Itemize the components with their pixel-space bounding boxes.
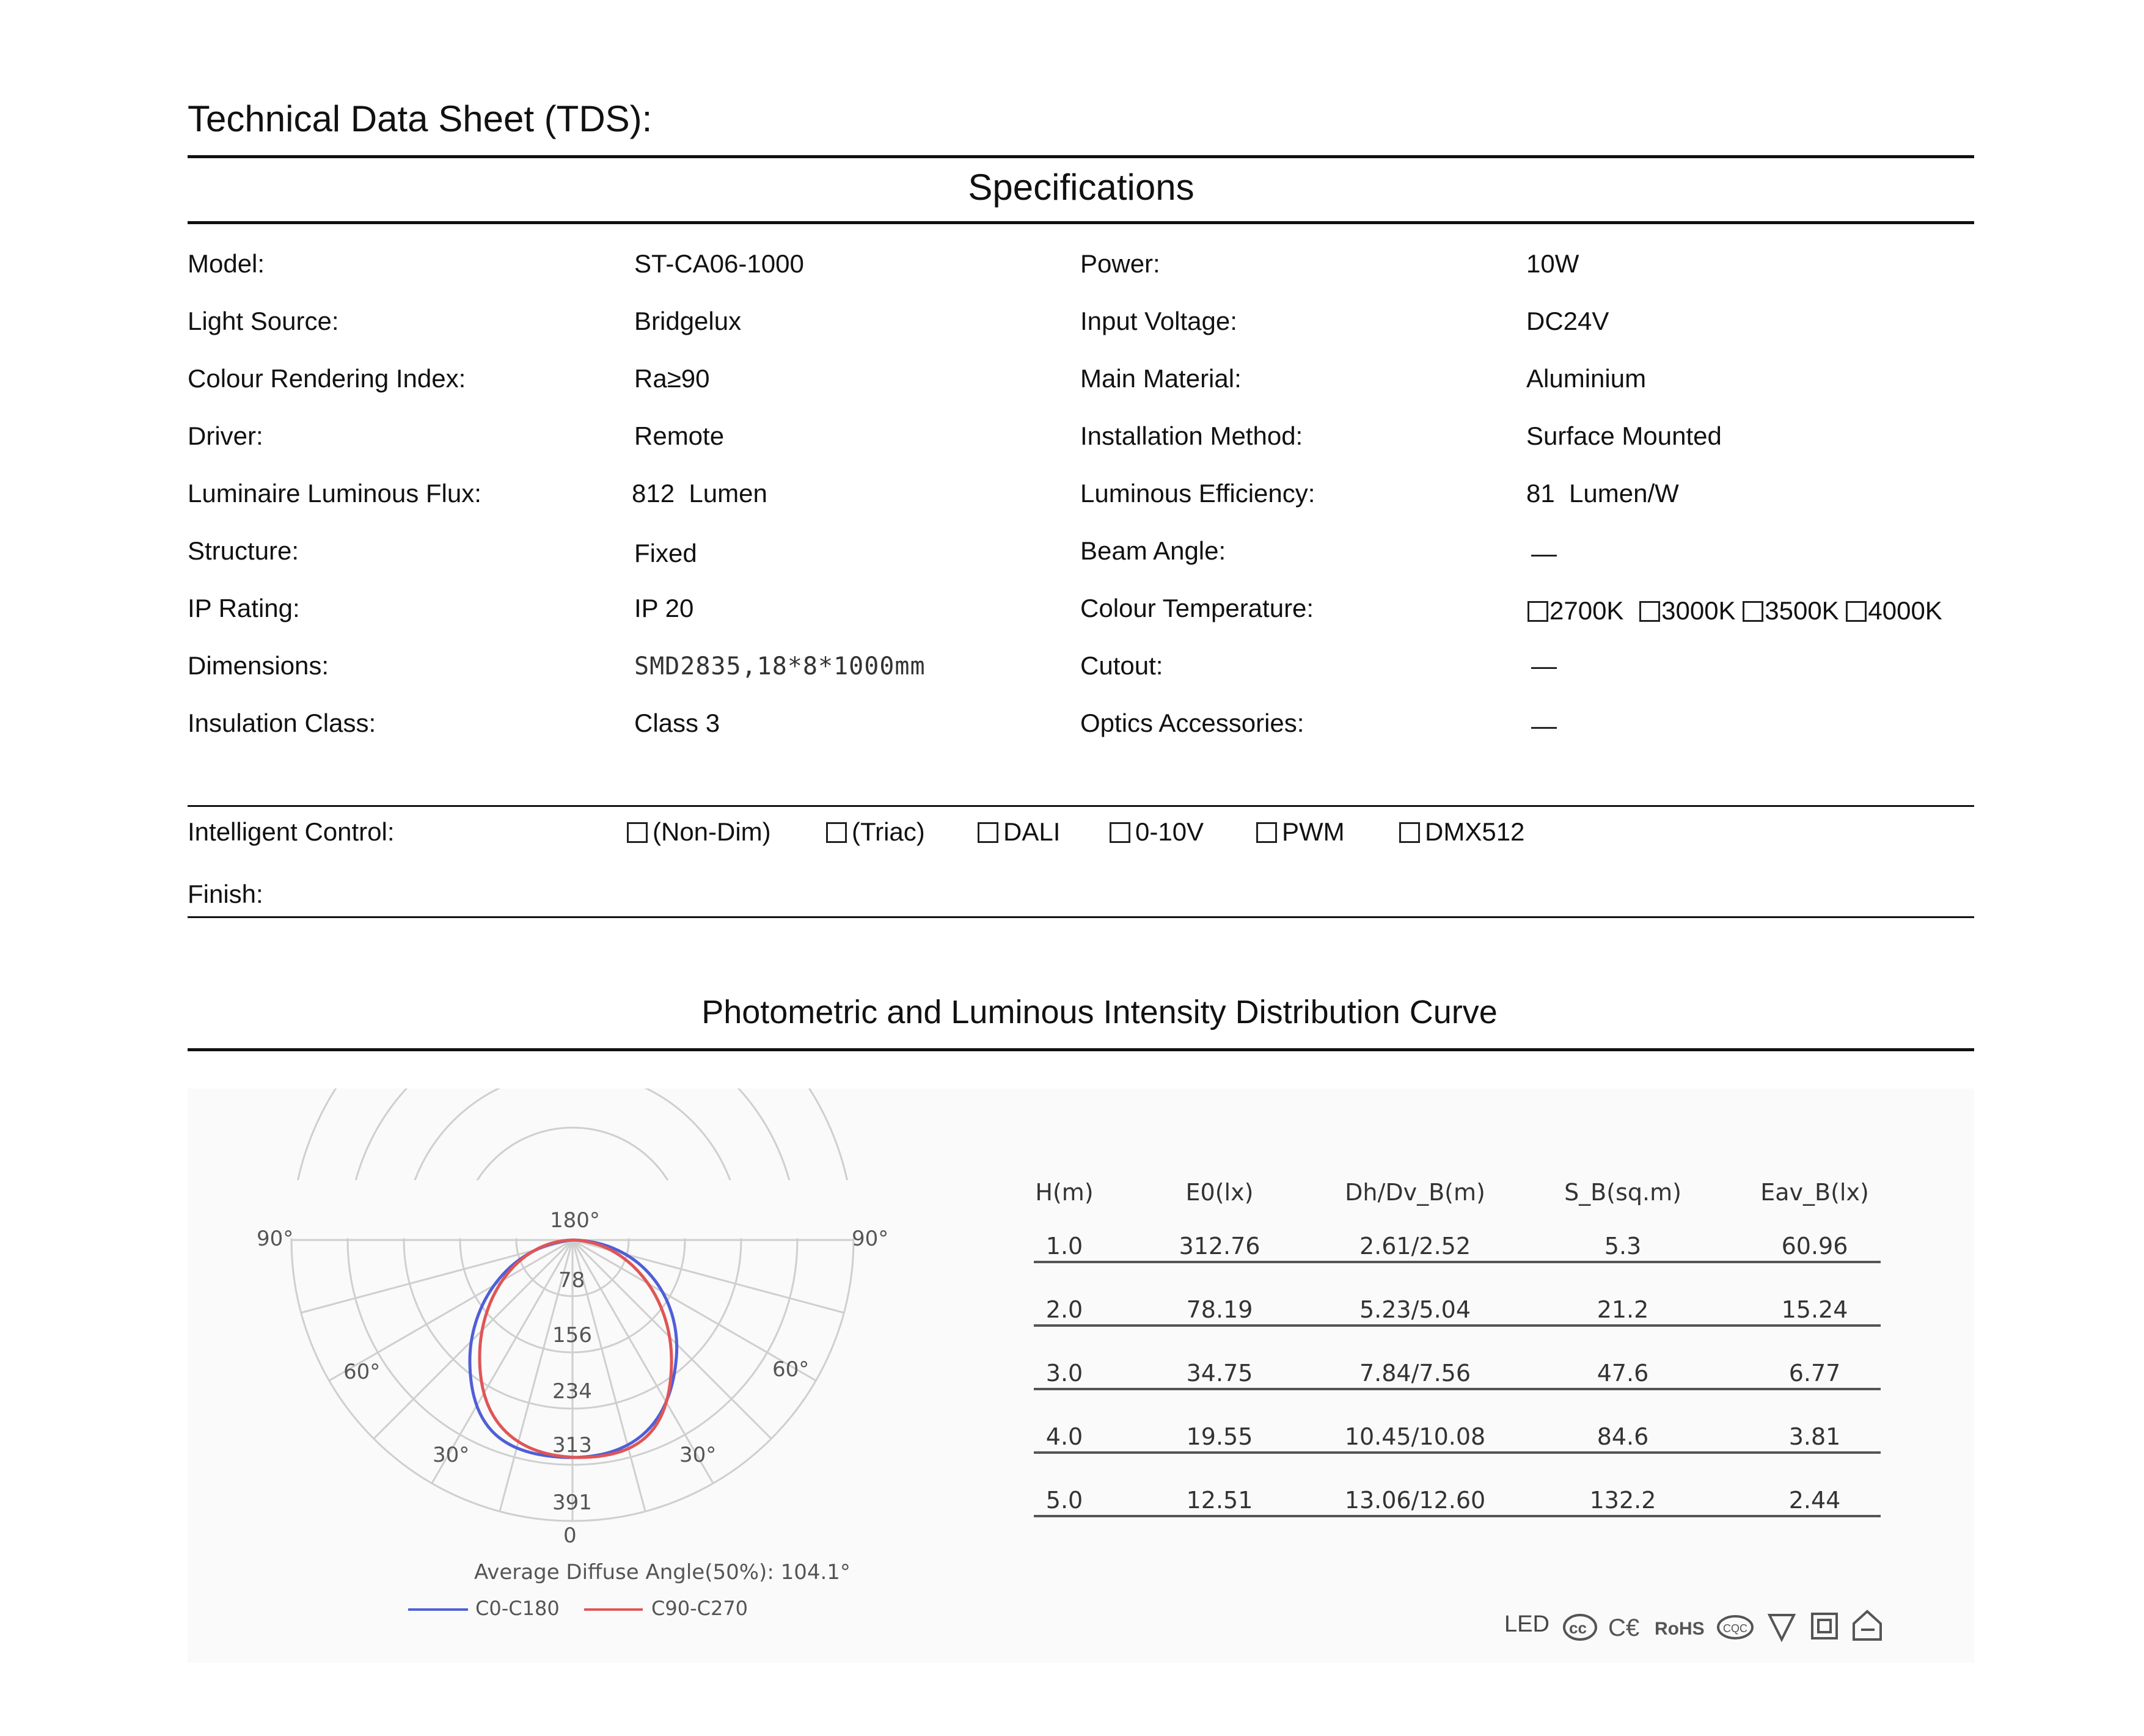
table-cell: 2.44: [1788, 1487, 1841, 1514]
table-row-divider: [1034, 1324, 1881, 1327]
table-cell: 6.77: [1788, 1360, 1841, 1387]
colour-temperature-options: [1528, 596, 1942, 625]
spec-label-luminous-efficiency: Luminous Efficiency:: [1080, 479, 1315, 508]
table-header: Dh/Dv_B(m): [1345, 1179, 1485, 1206]
table-row-divider: [1034, 1451, 1881, 1454]
spec-label-installation-method: Installation Method:: [1080, 421, 1303, 450]
ring-label: 313: [552, 1433, 592, 1457]
ring-label: 156: [552, 1323, 592, 1348]
spec-label-luminous-flux: Luminaire Luminous Flux:: [188, 479, 481, 508]
control-option-0-10v[interactable]: [1110, 817, 1204, 847]
option-label: (Non-Dim): [653, 817, 771, 846]
svg-text:CQC: CQC: [1723, 1622, 1747, 1635]
spec-label-insulation-class: Insulation Class:: [188, 709, 376, 737]
indoor-use-icon: [1854, 1611, 1881, 1639]
document-title: Technical Data Sheet (TDS):: [188, 98, 653, 139]
spec-value-main-material: Aluminium: [1526, 364, 1647, 393]
table-cell: 3.0: [1045, 1360, 1083, 1387]
spec-label-input-voltage: Input Voltage:: [1080, 307, 1237, 335]
spec-value-cri: Ra≥90: [634, 364, 710, 393]
table-cell: 5.0: [1045, 1487, 1083, 1514]
svg-text:C€: C€: [1608, 1614, 1640, 1641]
option-label: (Triac): [852, 817, 925, 846]
spec-value-optics-accessories: —: [1531, 711, 1557, 740]
divider: [188, 916, 1974, 918]
spec-label-ip-rating: IP Rating:: [188, 594, 300, 622]
class-ii-icon: [1812, 1614, 1837, 1638]
legend-swatch-c90-c270: [584, 1608, 643, 1611]
checkbox-3000k[interactable]: [1639, 596, 1735, 625]
ccc-icon: [1564, 1615, 1596, 1639]
spec-label-beam-angle: Beam Angle:: [1080, 536, 1226, 565]
spec-value-structure: Fixed: [634, 539, 697, 567]
option-label: DALI: [1003, 817, 1061, 846]
option-label: 2700K: [1549, 596, 1624, 625]
svg-text:RoHS: RoHS: [1655, 1619, 1705, 1639]
spec-label-light-source: Light Source:: [188, 307, 339, 335]
spec-value-cutout: —: [1531, 651, 1557, 680]
grid-spoke: [573, 1240, 771, 1439]
grid-spoke: [374, 1240, 573, 1439]
option-label: 4000K: [1868, 596, 1942, 625]
angle-label-0: 0: [563, 1523, 577, 1548]
angle-label-90-right: 90°: [852, 1227, 889, 1251]
table-header: Eav_B(lx): [1760, 1179, 1869, 1206]
spec-label-cutout: Cutout:: [1080, 651, 1163, 680]
checkbox-icon: [1846, 601, 1867, 622]
spec-label-optics-accessories: Optics Accessories:: [1080, 709, 1304, 737]
ring-label: 234: [552, 1379, 592, 1404]
checkbox-icon: [826, 822, 847, 843]
table-row-divider: [1034, 1261, 1881, 1263]
table-cell: 3.81: [1788, 1423, 1841, 1450]
spec-value-model: ST-CA06-1000: [634, 249, 804, 278]
table-header: E0(lx): [1185, 1179, 1254, 1206]
table-row-divider: [1034, 1515, 1881, 1517]
ce-icon: [1608, 1614, 1639, 1641]
legend-label-c90-c270: C90-C270: [651, 1597, 748, 1620]
spec-value-dimensions: SMD2835,18*8*1000mm: [634, 652, 926, 680]
angle-label-180: 180°: [550, 1208, 600, 1233]
tuv-triangle-icon: [1769, 1615, 1794, 1639]
legend-label-c0-c180: C0-C180: [475, 1597, 560, 1620]
spec-value-luminous-efficiency: 81 Lumen/W: [1526, 479, 1679, 508]
spec-label-main-material: Main Material:: [1080, 364, 1242, 393]
table-cell: 47.6: [1597, 1360, 1649, 1387]
spec-value-beam-angle: —: [1531, 539, 1557, 567]
table-header: H(m): [1035, 1179, 1094, 1206]
table-cell: 132.2: [1589, 1487, 1656, 1514]
specifications-title: Specifications: [968, 167, 1195, 208]
table-cell: 1.0: [1045, 1233, 1083, 1260]
angle-label-90-left: 90°: [257, 1227, 294, 1251]
spec-value-ip-rating: IP 20: [634, 594, 694, 622]
spec-label-dimensions: Dimensions:: [188, 651, 329, 680]
table-cell: 21.2: [1597, 1296, 1649, 1323]
table-cell: 10.45/10.08: [1344, 1423, 1486, 1450]
finish-label: Finish:: [188, 880, 263, 908]
checkbox-3500k[interactable]: [1743, 596, 1838, 625]
spec-label-power: Power:: [1080, 249, 1160, 278]
checkbox-icon: [1256, 822, 1277, 843]
table-cell: 7.84/7.56: [1359, 1360, 1471, 1387]
spec-value-driver: Remote: [634, 421, 725, 450]
spec-value-light-source: Bridgelux: [634, 307, 742, 335]
table-cell: 312.76: [1179, 1233, 1260, 1260]
spec-label-colour-temperature: Colour Temperature:: [1080, 594, 1314, 622]
checkbox-icon: [1110, 822, 1130, 843]
photometric-title: Photometric and Luminous Intensity Distribution Curve: [701, 994, 1498, 1030]
table-cell: 12.51: [1186, 1487, 1253, 1514]
spec-value-input-voltage: DC24V: [1526, 307, 1609, 335]
table-cell: 13.06/12.60: [1344, 1487, 1486, 1514]
table-cell: 5.3: [1604, 1233, 1642, 1260]
spec-label-structure: Structure:: [188, 536, 299, 565]
legend-swatch-c0-c180: [408, 1608, 468, 1611]
spec-value-insulation-class: Class 3: [634, 709, 720, 737]
table-cell: 2.61/2.52: [1359, 1233, 1471, 1260]
control-option-dali[interactable]: [978, 817, 1060, 847]
checkbox-icon: [1639, 601, 1660, 622]
spec-label-model: Model:: [188, 249, 265, 278]
control-option-triac[interactable]: [826, 817, 925, 847]
divider: [188, 805, 1974, 807]
table-cell: 34.75: [1186, 1360, 1253, 1387]
ring-label: 78: [558, 1268, 585, 1293]
checkbox-icon: [1399, 822, 1420, 843]
angle-label-60-left: 60°: [343, 1360, 381, 1384]
divider: [188, 221, 1974, 224]
spec-value-power: 10W: [1526, 249, 1579, 278]
led-mark: LED: [1504, 1611, 1549, 1637]
checkbox-2700k[interactable]: [1528, 596, 1623, 625]
angle-label-60-right: 60°: [772, 1357, 810, 1382]
checkbox-4000k[interactable]: [1846, 596, 1942, 625]
table-cell: 78.19: [1186, 1296, 1253, 1323]
spec-value-installation-method: Surface Mounted: [1526, 421, 1722, 450]
table-cell: 19.55: [1186, 1423, 1253, 1450]
checkbox-icon: [1528, 601, 1548, 622]
checkbox-icon: [978, 822, 998, 843]
spec-label-driver: Driver:: [188, 421, 263, 450]
control-option-pwm[interactable]: [1256, 817, 1345, 847]
option-label: 3000K: [1661, 596, 1736, 625]
ring-label: 391: [552, 1490, 592, 1515]
cqc-icon: [1718, 1616, 1752, 1638]
table-cell: 15.24: [1781, 1296, 1848, 1323]
table-cell: 5.23/5.04: [1359, 1296, 1471, 1323]
table-row-divider: [1034, 1388, 1881, 1390]
table-cell: 60.96: [1781, 1233, 1848, 1260]
svg-text:cc: cc: [1569, 1619, 1587, 1637]
option-label: 0-10V: [1135, 817, 1204, 846]
checkbox-icon: [1743, 601, 1763, 622]
option-label: 3500K: [1765, 596, 1839, 625]
average-diffuse-angle: Average Diffuse Angle(50%): 104.1°: [474, 1560, 851, 1585]
table-header: S_B(sq.m): [1564, 1179, 1681, 1206]
angle-label-30-left: 30°: [433, 1443, 470, 1467]
divider: [188, 1048, 1974, 1051]
control-option-dmx512[interactable]: [1399, 817, 1524, 847]
divider: [188, 155, 1974, 158]
certification-icons: [1562, 1605, 2087, 1648]
option-label: PWM: [1282, 817, 1345, 846]
option-label: DMX512: [1425, 817, 1525, 846]
control-option-non-dim[interactable]: [627, 817, 771, 847]
spec-label-cri: Colour Rendering Index:: [188, 364, 466, 393]
rohs-icon: [1655, 1619, 1705, 1639]
angle-label-30-right: 30°: [679, 1443, 717, 1467]
spec-value-luminous-flux: 812 Lumen: [632, 479, 767, 508]
table-cell: 4.0: [1045, 1423, 1083, 1450]
intelligent-control-label: Intelligent Control:: [188, 817, 395, 846]
checkbox-icon: [627, 822, 648, 843]
table-cell: 84.6: [1597, 1423, 1649, 1450]
table-cell: 2.0: [1045, 1296, 1083, 1323]
